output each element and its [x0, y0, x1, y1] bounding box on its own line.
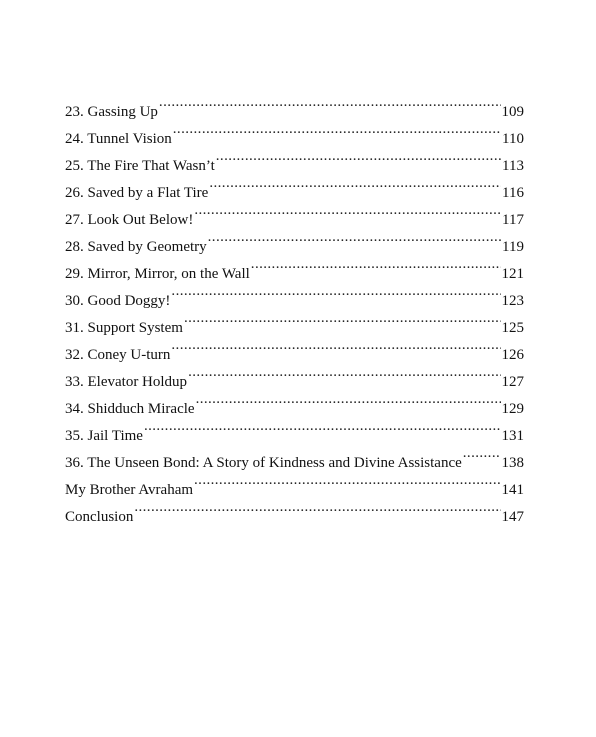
toc-entry-page-number: 123 [501, 293, 524, 309]
toc-entry-page-number: 116 [502, 185, 524, 201]
toc-entry-title: 32. Coney U-turn [65, 347, 171, 363]
toc-dot-leader [208, 224, 501, 251]
toc-entry-title: 33. Elevator Holdup [65, 374, 188, 390]
toc-dot-leader [194, 467, 500, 494]
toc-entry-title: 30. Good Doggy! [65, 293, 171, 309]
toc-entry-title: My Brother Avraham [65, 482, 194, 498]
toc-entry-title: 25. The Fire That Wasn’t [65, 158, 215, 174]
toc-entry-page-number: 113 [502, 158, 524, 174]
toc-entry-page-number: 147 [501, 509, 524, 525]
toc-dot-leader [134, 494, 500, 521]
toc-dot-leader [171, 278, 500, 305]
toc-entry-title: 35. Jail Time [65, 428, 143, 444]
toc-dot-leader [209, 170, 501, 197]
toc-entry-title: 23. Gassing Up [65, 104, 158, 120]
toc-dot-leader [463, 440, 501, 467]
toc-entry-title: 36. The Unseen Bond: A Story of Kindness and Divine Assistance [65, 455, 462, 471]
toc-entry-title: 27. Look Out Below! [65, 212, 194, 228]
toc-dot-leader [251, 251, 501, 278]
toc-entry-page-number: 131 [501, 428, 524, 444]
toc-entry [65, 494, 524, 525]
toc-dot-leader [173, 116, 501, 143]
toc-dot-leader [171, 332, 500, 359]
toc-dot-leader [194, 197, 501, 224]
toc-entry-page-number: 138 [501, 455, 524, 471]
toc-entry-title: 24. Tunnel Vision [65, 131, 172, 147]
toc-entry-page-number: 126 [501, 347, 524, 363]
toc-entry-page-number: 121 [501, 266, 524, 282]
toc-entry-page-number: 129 [501, 401, 524, 417]
toc-entry-title: 28. Saved by Geometry [65, 239, 207, 255]
toc-entry [65, 89, 524, 120]
toc-entry-title: 34. Shidduch Miracle [65, 401, 195, 417]
toc-entry-page-number: 141 [501, 482, 524, 498]
toc-entry-page-number: 117 [502, 212, 524, 228]
toc-dot-leader [184, 305, 501, 332]
toc-entry-page-number: 125 [501, 320, 524, 336]
toc-entry-title: 26. Saved by a Flat Tire [65, 185, 209, 201]
toc-entry-page-number: 119 [502, 239, 524, 255]
toc-entry-title: 31. Support System [65, 320, 183, 336]
toc-entry-page-number: 127 [501, 374, 524, 390]
toc-entry-title: 29. Mirror, Mirror, on the Wall [65, 266, 250, 282]
toc-dot-leader [196, 386, 501, 413]
toc-entry-page-number: 109 [501, 104, 524, 120]
toc-dot-leader [216, 143, 501, 170]
toc-entry-page-number: 110 [502, 131, 524, 147]
toc-dot-leader [188, 359, 500, 386]
toc-dot-leader [144, 413, 501, 440]
table-of-contents [65, 89, 524, 525]
toc-dot-leader [159, 89, 501, 116]
toc-entry-title: Conclusion [65, 509, 134, 525]
